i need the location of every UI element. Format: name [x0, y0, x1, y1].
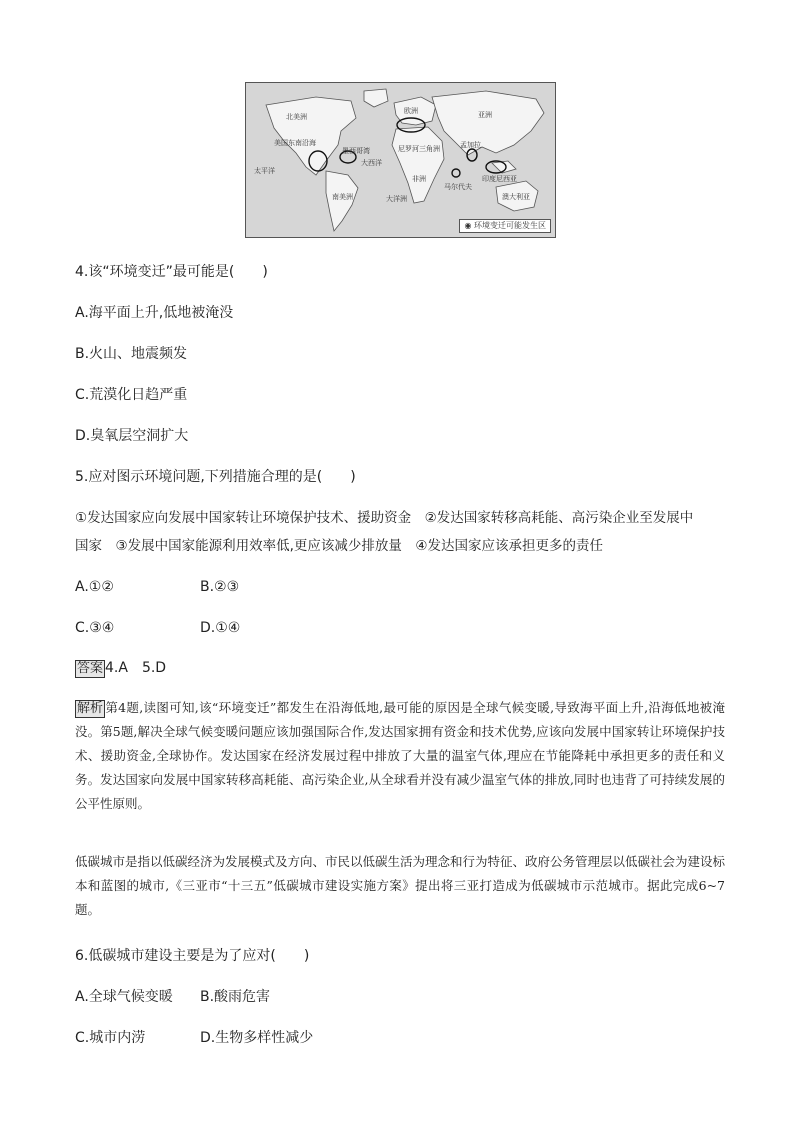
- question-5-option-c: C.③④: [75, 620, 115, 636]
- question-5-items-line1: ①发达国家应向发展中国家转让环境保护技术、援助资金 ②发达国家转移高耗能、高污染企业至发展中: [75, 510, 694, 526]
- map-label: 亚洲: [478, 111, 492, 119]
- map-label: 墨西哥湾: [342, 147, 370, 155]
- map-label: 尼罗河三角洲: [398, 145, 440, 153]
- analysis-tag: 解析: [77, 701, 104, 716]
- question-4-option-c: C.荒漠化日趋严重: [75, 387, 188, 403]
- question-5-option-b: B.②③: [200, 579, 240, 595]
- world-map-graphic: [246, 83, 556, 238]
- map-label: 北美洲: [286, 113, 307, 121]
- map-label: 美国东南沿海: [274, 139, 316, 147]
- question-4-option-d: D.臭氧层空洞扩大: [75, 428, 189, 444]
- map-label: 南美洲: [332, 193, 353, 201]
- map-label: 太平洋: [254, 167, 275, 175]
- map-label: 印度尼西亚: [482, 175, 517, 183]
- question-5-stem: 5.应对图示环境问题,下列措施合理的是( ): [75, 469, 356, 485]
- question-5-option-d: D.①④: [200, 620, 241, 636]
- map-label: 大洋洲: [386, 195, 407, 203]
- map-legend: ◉ 环境变迁可能发生区: [459, 219, 551, 233]
- question-6-option-d: D.生物多样性减少: [200, 1030, 314, 1046]
- map-label: 澳大利亚: [502, 193, 530, 201]
- question-6-stem: 6.低碳城市建设主要是为了应对( ): [75, 948, 310, 964]
- world-map-figure: [245, 82, 556, 238]
- question-4-option-b: B.火山、地震频发: [75, 346, 188, 362]
- question-4-option-a: A.海平面上升,低地被淹没: [75, 305, 234, 321]
- question-6-option-b: B.酸雨危害: [200, 989, 271, 1005]
- map-label: 大西洋: [361, 159, 382, 167]
- question-5-items-line2: 国家 ③发展中国家能源利用效率低,更应该减少排放量 ④发达国家应该承担更多的责任: [75, 538, 603, 554]
- analysis-text: 第4题,读图可知,该“环境变迁”都发生在沿海低地,最可能的原因是全球气候变暖,导致海平面上升,沿海低地被淹没。第5题,解决全球气候变暖问题应该加强国际合作,发达国家拥有资金和技术优势,应该向发展中国家转让环境保护技术、援助资金,全球协作。发达国家在经济发展过程中排放了大量的温室气体,理应在节能降耗中承担更多的责任和义务。发达国家向发展中国家转移高耗能、高污染企业,从全球看并没有减少温室气体的排放,同时也违背了可持续发展的公平性原则。: [75, 700, 725, 811]
- question-6-option-a: A.全球气候变暖: [75, 989, 173, 1005]
- answer-text: 4.A 5.D: [105, 660, 167, 676]
- map-legend-label: 环境变迁可能发生区: [474, 221, 546, 230]
- map-label: 欧洲: [404, 107, 418, 115]
- question-6-option-c: C.城市内涝: [75, 1030, 146, 1046]
- map-label: 马尔代夫: [444, 183, 472, 191]
- analysis-block: [75, 696, 725, 816]
- question-5-option-a: A.①②: [75, 579, 114, 595]
- map-label: 非洲: [412, 175, 426, 183]
- answer-tag: 答案: [77, 661, 104, 676]
- map-label: 孟加拉: [460, 141, 481, 149]
- question-4-stem: 4.该“环境变迁”最可能是( ): [75, 264, 268, 280]
- reading-passage: 低碳城市是指以低碳经济为发展模式及方向、市民以低碳生活为理念和行为特征、政府公务管理层以低碳社会为建设标本和蓝图的城市,《三亚市“十三五”低碳城市建设实施方案》提出将三亚打造成为低碳城市示范城市。据此完成6~7题。: [75, 854, 726, 917]
- answer-line: [75, 658, 166, 678]
